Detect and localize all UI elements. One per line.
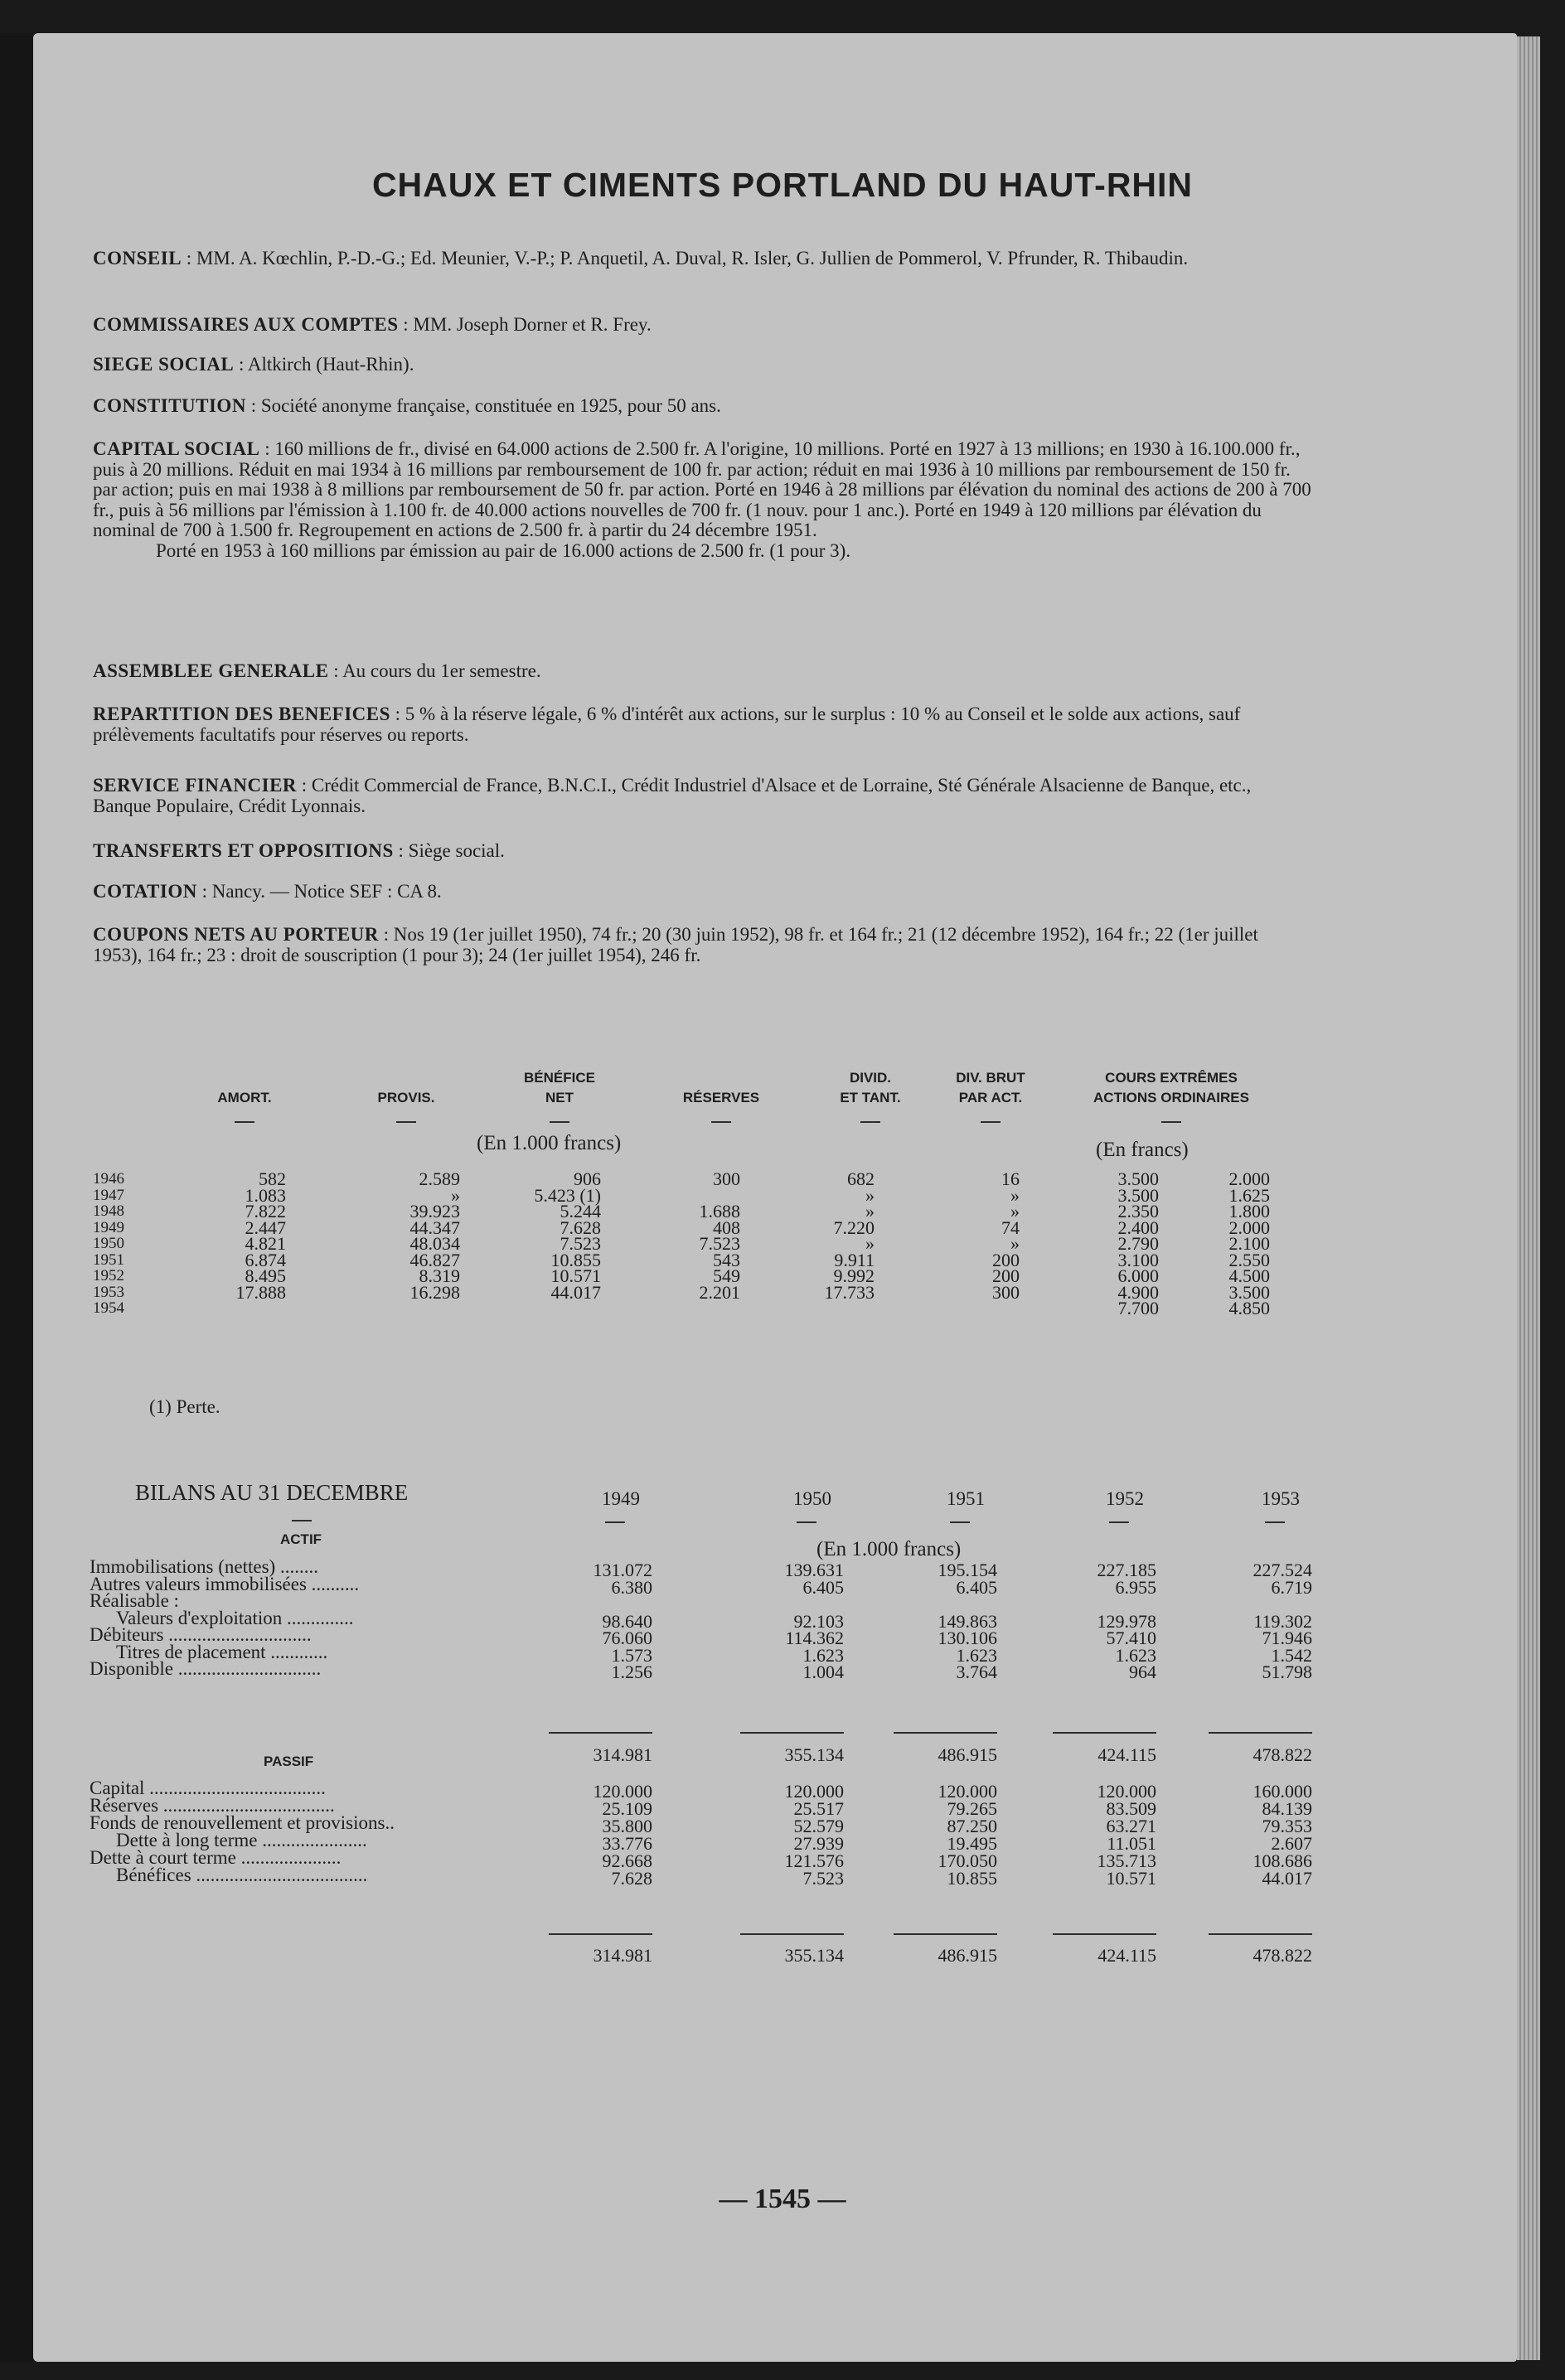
table-cell: 3.764	[956, 1662, 997, 1682]
table-cell: 6.405	[956, 1576, 997, 1598]
table-cell: 2.000	[1228, 1217, 1270, 1238]
column-header	[816, 1068, 924, 1108]
table-cell: 9.911	[834, 1249, 875, 1270]
table-cell: 84.139	[1262, 1798, 1312, 1819]
table-cell: »	[1010, 1233, 1020, 1254]
info-label: CONSEIL	[93, 248, 182, 268]
page-edge	[1517, 36, 1540, 2360]
table-cell: 44.017	[550, 1281, 601, 1303]
table-cell: 16	[1001, 1168, 1020, 1189]
table-cell: 227.524	[1252, 1560, 1312, 1580]
table-cell: 1.625	[1228, 1184, 1270, 1206]
info-label: SERVICE FINANCIER	[93, 775, 298, 796]
table-cell: 2.000	[1228, 1168, 1270, 1189]
year-label: 1951	[93, 1250, 124, 1269]
table-cell: 300	[992, 1281, 1020, 1303]
info-text: : Siège social.	[393, 840, 505, 861]
table-cell: 160.000	[1252, 1781, 1312, 1802]
table-cell: 44.017	[1262, 1868, 1312, 1889]
table-cell: 5.423 (1)	[534, 1184, 601, 1206]
table-cell: 131.072	[593, 1560, 652, 1580]
row-label: Fonds de renouvellement et provisions..	[90, 1812, 395, 1833]
info-paragraph	[93, 925, 1311, 965]
info-label: COMMISSAIRES AUX COMPTES	[93, 314, 399, 335]
table-cell: 120.000	[1097, 1781, 1156, 1802]
page-number: — 1545 —	[719, 2184, 846, 2214]
table-cell: 17.733	[824, 1281, 875, 1303]
info-paragraph	[93, 704, 1311, 745]
table-cell: 11.051	[1107, 1833, 1156, 1854]
table-cell: 120.000	[784, 1781, 844, 1802]
table-cell: 10.571	[550, 1265, 601, 1286]
total-rule	[894, 1732, 997, 1734]
total-rule	[740, 1732, 844, 1734]
total-rule	[740, 1933, 844, 1935]
table-cell: 3.500	[1228, 1281, 1270, 1303]
table-cell: 7.523	[560, 1233, 601, 1254]
total-rule	[1053, 1933, 1156, 1935]
info-label: CAPITAL SOCIAL	[93, 438, 260, 459]
table-cell: 7.523	[699, 1233, 740, 1254]
table-cell: »	[1010, 1184, 1020, 1206]
table-cell: 44.347	[409, 1217, 460, 1238]
page-title: CHAUX ET CIMENTS PORTLAND DU HAUT-RHIN	[371, 166, 1194, 204]
column-header-line: DIV. BRUT	[956, 1070, 1025, 1086]
table-cell: 1.623	[802, 1644, 844, 1666]
row-label: Disponible ..............................	[90, 1658, 322, 1679]
header-dash	[1161, 1121, 1181, 1123]
table-cell: 964	[1129, 1662, 1156, 1682]
column-header	[1059, 1068, 1283, 1108]
column-header	[352, 1088, 460, 1108]
table-cell: 87.250	[947, 1816, 997, 1836]
total-cell: 486.915	[938, 1744, 997, 1765]
table-cell: 300	[713, 1168, 740, 1189]
table-cell: 135.713	[1097, 1850, 1156, 1871]
info-section	[93, 661, 1311, 682]
table-cell: 108.686	[1252, 1850, 1312, 1871]
balance-sheet-title: BILANS AU 31 DECEMBRE	[135, 1480, 409, 1505]
info-label: ASSEMBLEE GENERALE	[93, 660, 329, 681]
table-cell: 149.863	[938, 1610, 997, 1632]
total-rule	[549, 1732, 652, 1734]
info-section	[93, 396, 1311, 417]
info-text: : Altkirch (Haut-Rhin).	[234, 354, 414, 375]
column-header	[497, 1068, 622, 1108]
table-cell: 1.688	[699, 1201, 740, 1221]
table-cell: 79.353	[1262, 1816, 1312, 1836]
table-cell: 1.083	[245, 1184, 286, 1206]
column-header	[191, 1088, 298, 1108]
table-cell: 3.500	[1117, 1184, 1159, 1206]
total-cell: 424.115	[1097, 1744, 1156, 1765]
year-header: 1953	[1262, 1488, 1300, 1509]
book-spine	[0, 33, 33, 2362]
table-cell: 1.623	[1115, 1644, 1156, 1666]
year-header: 1951	[947, 1488, 985, 1509]
table-cell: 7.700	[1117, 1298, 1159, 1318]
total-cell: 355.134	[784, 1744, 844, 1765]
passif-label: PASSIF	[264, 1754, 314, 1769]
header-dash	[605, 1521, 625, 1523]
info-label: COUPONS NETS AU PORTEUR	[93, 924, 379, 945]
total-cell: 314.981	[593, 1744, 652, 1765]
total-rule	[549, 1933, 652, 1935]
table-cell: 2.100	[1228, 1233, 1270, 1254]
column-header-line: RÉSERVES	[682, 1090, 760, 1105]
info-paragraph	[93, 661, 1311, 682]
header-dash	[1265, 1521, 1285, 1523]
table-cell: 121.576	[784, 1850, 844, 1871]
total-cell: 424.115	[1097, 1945, 1156, 1966]
info-label: CONSTITUTION	[93, 395, 246, 416]
column-header-line: COURS EXTRÊMES	[1105, 1070, 1238, 1086]
total-cell: 355.134	[784, 1945, 844, 1966]
table-cell: 8.495	[245, 1265, 286, 1286]
table-cell: 46.827	[409, 1249, 460, 1270]
info-paragraph	[93, 882, 1311, 902]
table-cell: 139.631	[784, 1560, 844, 1580]
row-label: Valeurs d'exploitation ..............	[116, 1607, 354, 1628]
footnote: (1) Perte.	[149, 1396, 220, 1417]
info-text: : MM. A. Kœchlin, P.-D.-G.; Ed. Meunier, V.-P.; P. Anquetil, A. Duval, R. Isler, G. Jullien de Pommerol, V. Pfrunder, R. Thibaudin.	[182, 248, 1189, 268]
total-rule	[1209, 1933, 1312, 1935]
unit-label: (En francs)	[1096, 1139, 1189, 1161]
total-rule	[1209, 1732, 1312, 1734]
total-rule	[1053, 1732, 1156, 1734]
info-section	[93, 776, 1311, 816]
table-cell: 408	[713, 1217, 740, 1238]
info-text: : Au cours du 1er semestre.	[328, 660, 541, 681]
table-cell: 6.719	[1271, 1576, 1312, 1598]
table-cell: 48.034	[409, 1233, 460, 1254]
total-cell: 478.822	[1252, 1945, 1312, 1966]
table-cell: 5.244	[560, 1201, 601, 1221]
column-header-line: DIVID.	[849, 1070, 892, 1086]
row-label: Titres de placement ............	[116, 1641, 328, 1662]
table-cell: 906	[574, 1168, 601, 1189]
row-label: Dette à long terme ......................	[116, 1830, 367, 1850]
total-cell: 486.915	[938, 1945, 997, 1966]
table-cell: 6.955	[1115, 1576, 1156, 1598]
info-label: TRANSFERTS ET OPPOSITIONS	[93, 840, 394, 861]
info-paragraph	[93, 315, 1311, 336]
table-cell: 114.362	[785, 1628, 844, 1648]
table-cell: 200	[992, 1249, 1020, 1270]
header-dash	[292, 1520, 312, 1521]
column-header-line: AMORT.	[217, 1090, 272, 1105]
column-header-line: NET	[545, 1090, 574, 1105]
table-cell: 2.607	[1271, 1833, 1312, 1854]
year-label: 1947	[93, 1186, 124, 1204]
table-cell: 92.668	[602, 1850, 652, 1871]
table-cell: 63.271	[1106, 1816, 1156, 1836]
total-rule	[894, 1933, 997, 1935]
info-text: : 5 % à la réserve légale, 6 % d'intérêt aux actions, sur le surplus : 10 % au Conseil et le solde aux actions, sauf prélèvements facultatifs pour réserves ou reports.	[93, 704, 1241, 745]
table-cell: 16.298	[409, 1281, 460, 1303]
column-header-line: ACTIONS ORDINAIRES	[1093, 1090, 1249, 1105]
table-cell: 1.800	[1228, 1201, 1270, 1221]
table-cell: 6.874	[245, 1249, 286, 1270]
table-cell: 170.050	[938, 1850, 997, 1871]
year-label: 1950	[93, 1235, 124, 1252]
table-cell: 2.201	[699, 1281, 740, 1303]
info-text: : Société anonyme française, constituée en 1925, pour 50 ans.	[245, 395, 721, 416]
header-dash	[950, 1521, 970, 1523]
table-cell: 549	[713, 1265, 740, 1286]
table-cell: 3.100	[1117, 1249, 1159, 1270]
table-cell: 71.946	[1262, 1628, 1312, 1648]
info-paragraph	[93, 396, 1311, 417]
column-header	[663, 1088, 779, 1108]
row-label: Bénéfices ....................................	[116, 1865, 368, 1885]
info-section	[93, 925, 1311, 965]
table-cell: 27.939	[793, 1833, 844, 1854]
table-cell: 2.400	[1117, 1217, 1159, 1238]
table-cell: 92.103	[793, 1610, 844, 1632]
actif-label: ACTIF	[280, 1531, 322, 1547]
table-cell: 98.640	[602, 1610, 652, 1632]
header-dash	[1109, 1521, 1129, 1523]
table-cell: 7.628	[560, 1217, 601, 1238]
table-cell: 8.319	[419, 1265, 460, 1286]
table-cell: »	[1010, 1201, 1020, 1221]
table-cell: 51.798	[1262, 1662, 1312, 1682]
header-dash	[550, 1121, 569, 1123]
table-cell: 682	[847, 1168, 875, 1189]
year-header: 1952	[1106, 1488, 1144, 1509]
table-cell: 4.500	[1228, 1265, 1270, 1286]
info-text: : Crédit Commercial de France, B.N.C.I., Crédit Industriel d'Alsace et de Lorraine, Sté Générale Alsacienne de Banque, etc., Banque Populaire, Crédit Lyonnais.	[93, 775, 1252, 816]
table-cell: 200	[992, 1265, 1020, 1286]
row-label: Débiteurs ..............................	[90, 1624, 312, 1645]
info-section	[93, 315, 1311, 336]
column-header-line: ET TANT.	[840, 1090, 901, 1105]
column-header-line: PROVIS.	[377, 1090, 435, 1105]
year-label: 1952	[93, 1267, 124, 1284]
table-cell: 129.978	[1097, 1610, 1156, 1632]
info-section	[93, 841, 1311, 862]
table-cell: 6.405	[802, 1576, 844, 1598]
table-cell: 35.800	[602, 1816, 652, 1836]
info-section	[93, 704, 1311, 745]
year-header: 1950	[793, 1488, 831, 1509]
table-cell: »	[865, 1184, 875, 1206]
header-dash	[797, 1521, 816, 1523]
total-cell: 478.822	[1252, 1744, 1312, 1765]
table-cell: 33.776	[602, 1833, 652, 1854]
info-section	[93, 439, 1311, 561]
table-cell: 120.000	[938, 1781, 997, 1802]
year-label: 1953	[93, 1283, 124, 1301]
table-cell: 1.623	[956, 1644, 997, 1666]
row-label: Immobilisations (nettes) ........	[90, 1556, 318, 1577]
table-cell: »	[865, 1201, 875, 1221]
table-cell: 57.410	[1106, 1628, 1156, 1648]
table-cell: 83.509	[1106, 1798, 1156, 1819]
row-label: Dette à court terme .....................	[90, 1847, 342, 1868]
table-cell: 4.821	[245, 1233, 286, 1254]
table-cell: 120.000	[593, 1781, 652, 1802]
year-label: 1946	[93, 1170, 124, 1188]
info-text: : MM. Joseph Dorner et R. Frey.	[398, 314, 652, 335]
header-dash	[711, 1121, 731, 1123]
total-cell: 314.981	[593, 1945, 652, 1966]
info-section	[93, 882, 1311, 902]
header-dash	[396, 1121, 416, 1123]
info-section	[93, 249, 1311, 269]
year-label: 1954	[93, 1299, 124, 1317]
table-cell: 7.628	[611, 1868, 652, 1889]
info-paragraph	[93, 776, 1311, 816]
table-cell: 227.185	[1097, 1560, 1156, 1580]
row-label: Réalisable :	[90, 1590, 179, 1611]
table-cell: 195.154	[938, 1560, 997, 1580]
table-cell: 1.573	[611, 1644, 652, 1666]
table-cell: 2.447	[245, 1217, 286, 1238]
info-paragraph	[93, 355, 1311, 375]
column-header-line: PAR ACT.	[958, 1090, 1023, 1105]
row-label: Autres valeurs immobilisées ..........	[90, 1573, 360, 1594]
table-cell: 543	[713, 1249, 740, 1270]
column-header	[928, 1068, 1053, 1108]
table-cell: 1.004	[802, 1662, 844, 1682]
table-cell: 3.500	[1117, 1168, 1159, 1189]
table-cell: 2.589	[419, 1168, 460, 1189]
year-label: 1948	[93, 1202, 124, 1220]
column-header-line: BÉNÉFICE	[524, 1070, 595, 1086]
table-cell: 1.542	[1271, 1644, 1312, 1666]
table-cell: 582	[259, 1168, 286, 1189]
info-paragraph	[93, 841, 1311, 862]
table-cell: 6.000	[1117, 1265, 1159, 1286]
info-label: COTATION	[93, 881, 197, 902]
unit-label: (En 1.000 francs)	[477, 1132, 622, 1154]
table-cell: 7.523	[802, 1868, 844, 1889]
header-dash	[981, 1121, 1001, 1123]
table-cell: 4.900	[1117, 1281, 1159, 1303]
year-label: 1949	[93, 1218, 124, 1236]
table-cell: 10.571	[1106, 1868, 1156, 1889]
header-dash	[235, 1121, 254, 1123]
table-cell: 7.220	[833, 1217, 875, 1238]
table-cell: 1.256	[611, 1662, 652, 1682]
table-cell: 19.495	[947, 1833, 997, 1854]
info-label: REPARTITION DES BENEFICES	[93, 704, 390, 724]
info-paragraph	[93, 249, 1311, 269]
table-cell: 4.850	[1228, 1298, 1270, 1318]
table-cell: 9.992	[833, 1265, 875, 1286]
table-cell: 2.550	[1228, 1249, 1270, 1270]
table-cell: 10.855	[947, 1868, 997, 1889]
table-cell: 25.517	[793, 1798, 844, 1819]
info-paragraph: Porté en 1953 à 160 millions par émission au pair de 16.000 actions de 2.500 fr. (1 pour 3).	[156, 539, 851, 561]
unit-label: (En 1.000 francs)	[816, 1538, 962, 1560]
table-cell: 7.822	[245, 1201, 286, 1221]
table-cell: 6.380	[611, 1576, 652, 1598]
info-label: SIEGE SOCIAL	[93, 354, 235, 375]
info-text: : 160 millions de fr., divisé en 64.000 actions de 2.500 fr. A l'origine, 10 millions. Porté en 1927 à 13 millions; en 1930 à 16.100.000 fr., puis à 20 millions. Réduit en mai 1934 à 16 millions par remboursement de 100 fr. par action; réduit en mai 1936 à 10 millions par remboursement de 150 fr. par action; puis en mai 1938 à 8 millions par remboursement de 50 fr. par action. Porté en 1946 à 28 millions par élévation du nominal des actions de 200 à 700 fr., puis à 56 millions par l'émission à 1.100 fr. de 40.000 actions nouvelles de 700 fr. (1 nouv. pour 1 anc.). Porté en 1949 à 120 millions par élévation du nominal de 700 à 1.500 fr. Regroupement en actions de 2.500 fr. à partir du 24 décembre 1951.	[93, 438, 1311, 540]
table-cell: 119.302	[1253, 1610, 1312, 1632]
row-label: Capital .....................................	[90, 1778, 326, 1798]
row-label: Réserves ....................................	[90, 1795, 335, 1816]
table-cell: 25.109	[602, 1798, 652, 1819]
info-text: : Nos 19 (1er juillet 1950), 74 fr.; 20 (30 juin 1952), 98 fr. et 164 fr.; 21 (12 décembre 1952), 164 fr.; 22 (1er juillet 1953), 164 fr.; 23 : droit de souscription (1 pour 3); 24 (1er juillet 1954), 246 fr.	[93, 924, 1258, 965]
table-cell: »	[865, 1233, 875, 1254]
table-cell: 76.060	[602, 1628, 652, 1648]
table-cell: 74	[1001, 1217, 1020, 1238]
table-cell: »	[451, 1184, 460, 1206]
header-dash	[860, 1121, 880, 1123]
table-cell: 79.265	[947, 1798, 997, 1819]
table-cell: 130.106	[938, 1628, 997, 1648]
table-cell: 39.923	[409, 1201, 460, 1221]
info-paragraph	[93, 439, 1311, 541]
info-section	[93, 355, 1311, 375]
year-header: 1949	[602, 1488, 640, 1509]
table-cell: 2.790	[1117, 1233, 1159, 1254]
table-cell: 17.888	[235, 1281, 286, 1303]
table-cell: 52.579	[793, 1816, 844, 1836]
table-cell: 10.855	[550, 1249, 601, 1270]
table-cell: 2.350	[1117, 1201, 1159, 1221]
info-text: : Nancy. — Notice SEF : CA 8.	[196, 881, 442, 902]
